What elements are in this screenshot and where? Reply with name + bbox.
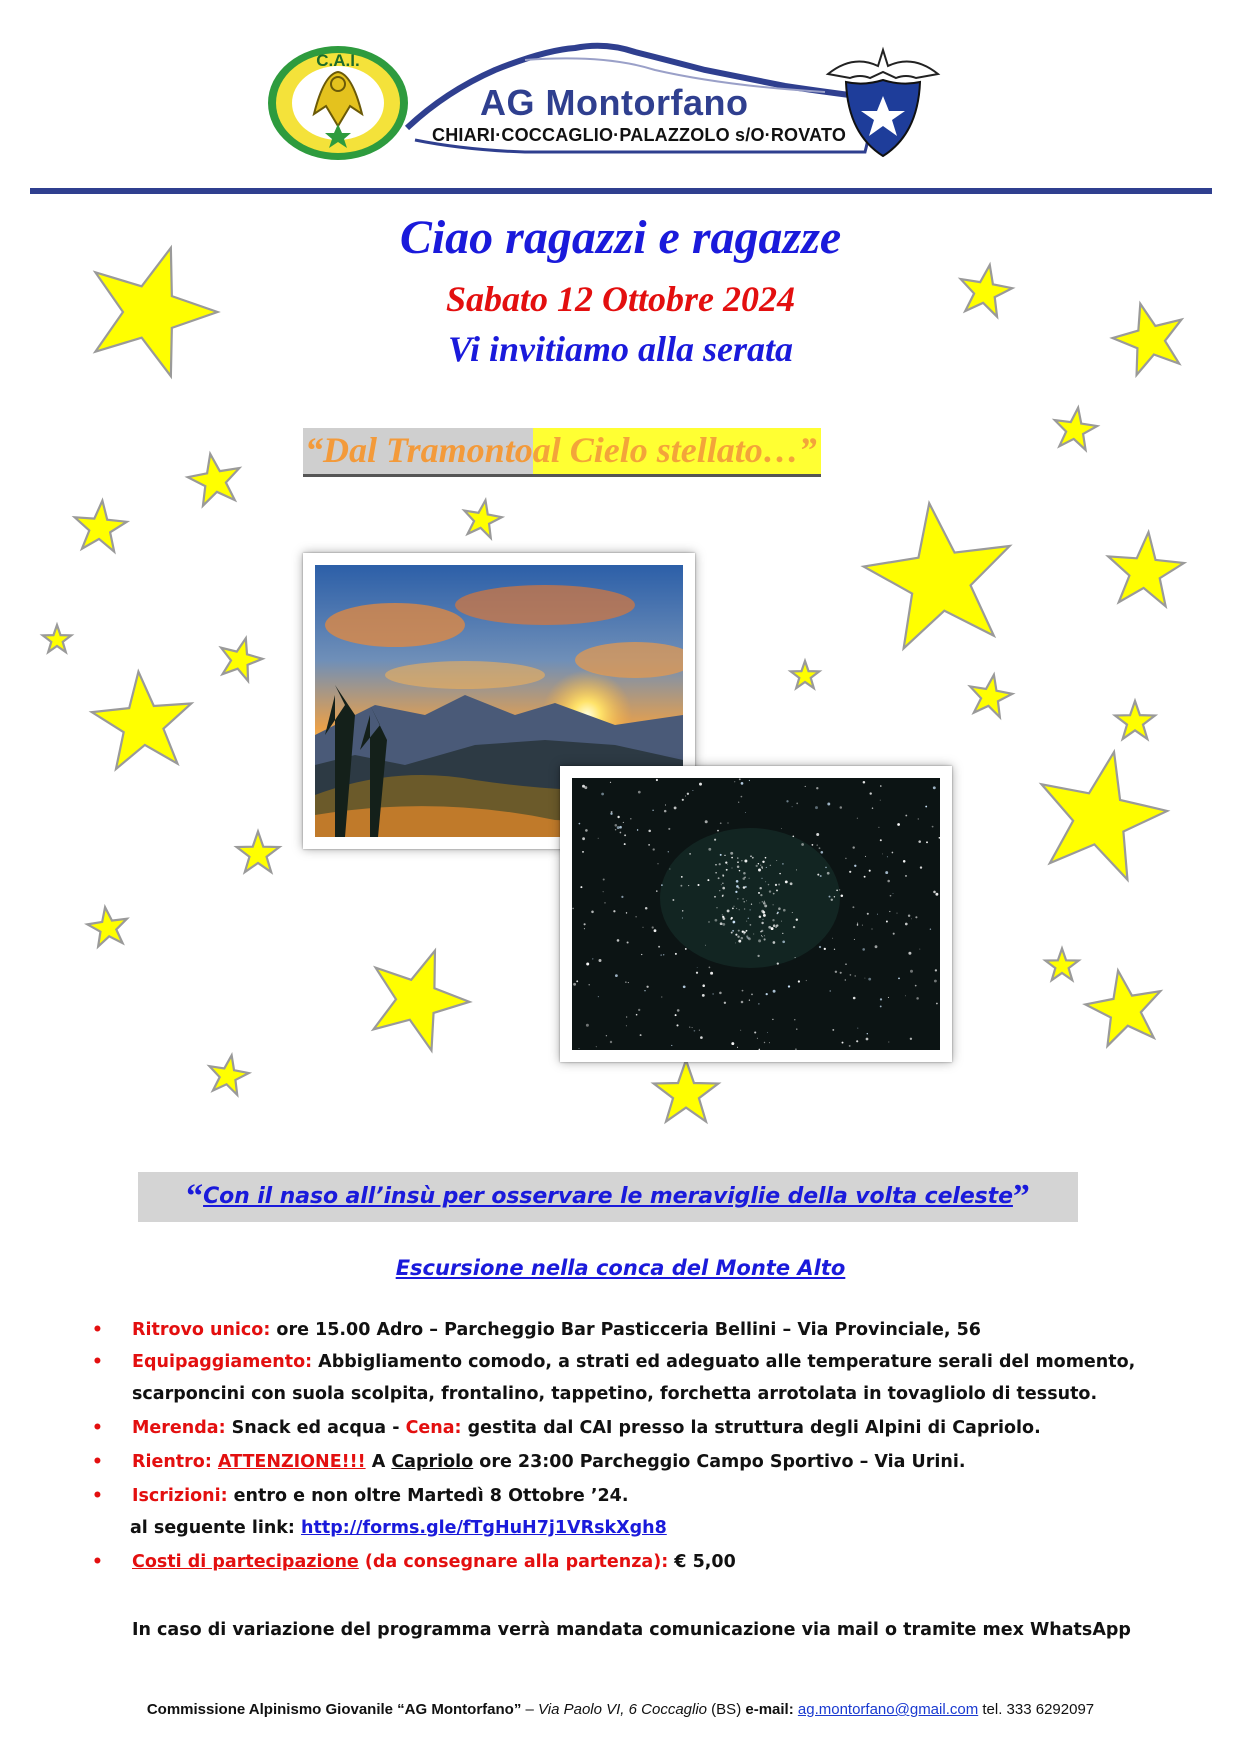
excursion-subheading: Escursione nella conca del Monte Alto — [395, 1256, 846, 1280]
star-icon — [966, 671, 1015, 719]
star-icon — [654, 1060, 719, 1122]
equipment-label: Equipaggiamento: — [132, 1352, 313, 1372]
snack-label: Merenda: — [132, 1418, 226, 1438]
meeting-label: Ritrovo unico: — [132, 1320, 271, 1340]
signup-text: entro e non oltre Martedì 8 Ottobre ’24. — [227, 1486, 629, 1506]
footer-province: (BS) — [707, 1701, 746, 1718]
starry-sky-photo — [560, 766, 952, 1062]
club-name: AG Montorfano — [480, 82, 749, 123]
star-icon — [72, 498, 128, 552]
changes-note: In caso di variazione del programma verrà mandata comunicazione via mail o tramite mex WhatsApp — [132, 1620, 1131, 1640]
bullet: • — [92, 1352, 103, 1372]
bullet: • — [92, 1486, 103, 1506]
bullet: • — [92, 1452, 103, 1472]
svg-text:C.A.I.: C.A.I. — [316, 51, 360, 70]
footer-sep: – — [521, 1701, 539, 1718]
tagline-text: Con il naso all’insù per osservare le meraviglie della volta celeste — [203, 1184, 1013, 1209]
star-icon — [1081, 964, 1168, 1048]
star-icon — [89, 667, 197, 770]
star-icon — [43, 625, 72, 652]
greeting-heading: Ciao ragazzi e ragazze — [399, 211, 842, 264]
event-date: Sabato 12 Ottobre 2024 — [445, 279, 795, 319]
meeting-text: ore 15.00 Adro – Parcheggio Bar Pasticceria Bellini – Via Provinciale, 56 — [270, 1320, 981, 1340]
signup-form-link[interactable]: http://forms.gle/fTgHuH7j1VRskXgh8 — [301, 1518, 667, 1538]
footer-phone: tel. 333 6292097 — [978, 1701, 1095, 1718]
star-icon — [1104, 529, 1186, 608]
starry-night-sky-image — [572, 778, 940, 1050]
equipment-text: Abbigliamento comodo, a strati ed adeguato alle temperature serali del momento, — [312, 1352, 1136, 1372]
invite-line: Vi invitiamo alla serata — [447, 329, 794, 369]
star-icon — [205, 1052, 251, 1096]
footer-org: Commissione Alpinismo Giovanile “AG Montorfano” — [146, 1701, 522, 1718]
open-quote: “ — [186, 1178, 204, 1215]
dinner-text: gestita dal CAI presso la struttura degli Alpini di Capriolo. — [461, 1418, 1041, 1438]
signup-link-line — [130, 1518, 667, 1538]
club-towns: CHIARI·COCCAGLIO·PALAZZOLO s/O·ROVATO — [432, 125, 847, 145]
footer-email-label: e-mail: — [745, 1701, 794, 1718]
star-icon — [856, 493, 1021, 652]
star-icon — [85, 904, 130, 947]
star-icon — [791, 661, 820, 688]
signup-label: Iscrizioni: — [132, 1486, 228, 1506]
link-intro: al seguente link: — [130, 1518, 302, 1538]
bullet: • — [92, 1552, 103, 1572]
snack-text: Snack ed acqua - — [225, 1418, 406, 1438]
cost-note: (da consegnare alla partenza): — [358, 1552, 669, 1572]
dinner-label: Cena: — [405, 1418, 462, 1438]
star-icon — [1115, 701, 1155, 739]
bullet: • — [92, 1320, 103, 1340]
return-label: Rientro: — [132, 1452, 212, 1472]
star-icon — [1051, 405, 1099, 451]
bullet: • — [92, 1418, 103, 1438]
star-icon — [215, 633, 267, 683]
return-text-a: A — [365, 1452, 392, 1472]
event-title — [303, 428, 821, 474]
star-icon — [356, 934, 482, 1057]
footer-address: Via Paolo VI, 6 Coccaglio — [538, 1701, 708, 1718]
event-title-part2: al Cielo stellato…” — [533, 428, 821, 477]
footer-email-link[interactable]: ag.montorfano@gmail.com — [797, 1701, 979, 1718]
star-icon — [460, 497, 504, 539]
return-warning: ATTENZIONE!!! — [217, 1452, 366, 1472]
equipment-text-continued: scarponcini con suola scolpita, frontalino, tappetino, forchetta arrotolata in tovagliolo di tessuto. — [132, 1384, 1098, 1404]
return-place: Capriolo — [391, 1452, 474, 1472]
close-quote: ” — [1012, 1178, 1030, 1215]
star-icon — [184, 449, 244, 507]
cost-value: € 5,00 — [668, 1552, 736, 1572]
return-text-b: ore 23:00 Parcheggio Campo Sportivo – Via Urini. — [473, 1452, 966, 1472]
cost-label: Costi di partecipazione — [132, 1552, 359, 1572]
star-icon — [237, 832, 280, 873]
event-title-part1: “Dal Tramonto — [303, 428, 533, 477]
star-icon — [1026, 739, 1177, 885]
footer — [0, 1701, 1241, 1718]
star-icon — [1045, 949, 1078, 981]
tagline-banner — [138, 1172, 1078, 1222]
